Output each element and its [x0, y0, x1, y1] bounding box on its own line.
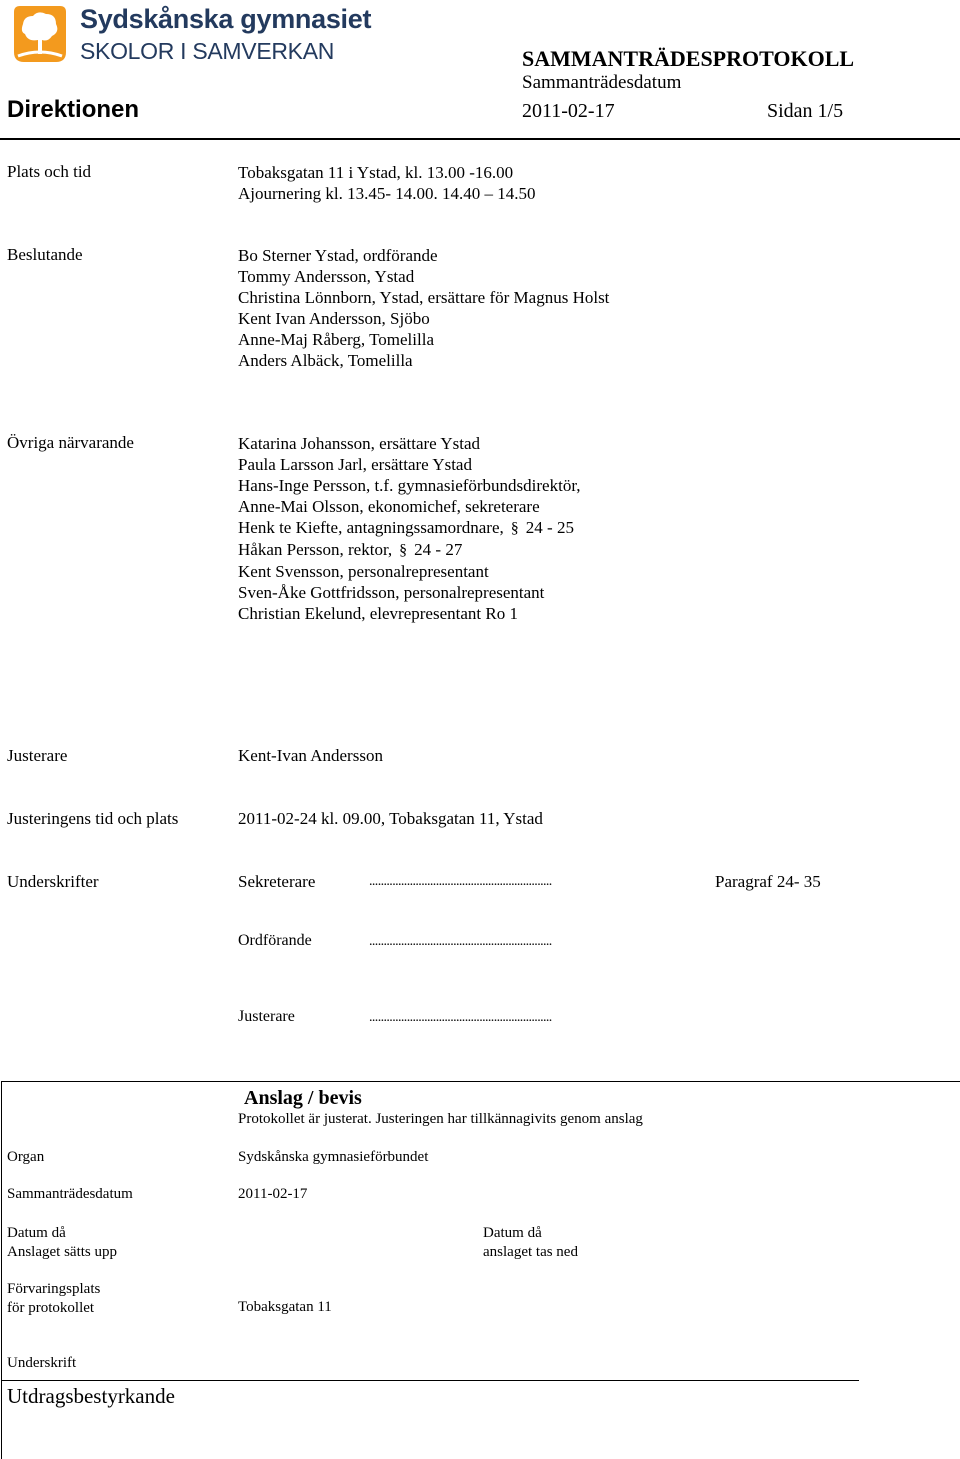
- paragraf-range: Paragraf 24- 35: [715, 872, 821, 891]
- list-item: Anne-Mai Olsson, ekonomichef, sekreterare: [238, 497, 540, 516]
- list-item: [238, 517, 581, 539]
- list-item: Sven-Åke Gottfridsson, personalrepresentant: [238, 583, 545, 602]
- justerare-signature-line: ...............................................................: [369, 1010, 552, 1025]
- ned-line2: anslaget tas ned: [483, 1244, 578, 1260]
- nedtagen-label: [483, 1224, 578, 1262]
- anslag-title: Anslag / bevis: [244, 1087, 362, 1109]
- henk-range: 24 - 25: [525, 518, 574, 537]
- justeringens-value: 2011-02-24 kl. 09.00, Tobaksgatan 11, Ystad: [238, 809, 543, 828]
- list-item: Christina Lönnborn, Ystad, ersättare för Magnus Holst: [238, 288, 610, 307]
- date-label: Sammanträdesdatum: [522, 72, 682, 93]
- ordforande-label: Ordförande: [238, 932, 312, 949]
- sekreterare-signature-line: ...............................................................: [369, 874, 552, 889]
- utdrag-label: Utdragsbestyrkande: [7, 1384, 175, 1408]
- utdrag-rule: [1, 1380, 859, 1381]
- list-item: Paula Larsson Jarl, ersättare Ystad: [238, 455, 472, 474]
- meeting-date: 2011-02-17: [522, 100, 615, 122]
- org-title: Direktionen: [7, 96, 140, 123]
- list-item: Tommy Andersson, Ystad: [238, 267, 415, 286]
- doc-type: SAMMANTRÄDESPROTOKOLL: [522, 46, 855, 71]
- underskrifter-label: Underskrifter: [7, 872, 99, 891]
- list-item: [238, 539, 581, 561]
- justerare-value: Kent-Ivan Andersson: [238, 746, 383, 765]
- list-item: Anders Albäck, Tomelilla: [238, 351, 413, 370]
- list-item: Anne-Maj Råberg, Tomelilla: [238, 330, 434, 349]
- anslag-subtitle: Protokollet är justerat. Justeringen har tillkännagivits genom anslag: [238, 1111, 643, 1127]
- ovriga-list: [238, 433, 581, 624]
- anslag-datum-value: 2011-02-17: [238, 1186, 308, 1202]
- hakan-text: Håkan Persson, rektor,: [238, 540, 393, 559]
- underskrift-label: Underskrift: [7, 1355, 77, 1371]
- list-item: Kent Ivan Andersson, Sjöbo: [238, 309, 430, 328]
- list-item: Bo Sterner Ystad, ordförande: [238, 246, 438, 265]
- organ-value: Sydskånska gymnasieförbundet: [238, 1149, 429, 1165]
- header-rule: [0, 138, 960, 140]
- justeringens-label: Justeringens tid och plats: [7, 809, 179, 828]
- section-symbol: §: [399, 542, 408, 559]
- hakan-range: 24 - 27: [414, 540, 463, 559]
- list-item: Christian Ekelund, elevrepresentant Ro 1: [238, 604, 518, 623]
- ordforande-signature-line: ...............................................................: [369, 934, 552, 949]
- uppsatt-line2: Anslaget sätts upp: [7, 1244, 117, 1260]
- plats-line: Tobaksgatan 11 i Ystad, kl. 13.00 -16.00: [238, 163, 514, 182]
- beslutande-label: Beslutande: [7, 245, 83, 264]
- plats-values: [238, 162, 535, 204]
- anslag-datum-label: Sammanträdesdatum: [7, 1186, 133, 1202]
- sekreterare-label: Sekreterare: [238, 872, 316, 891]
- ned-line1: Datum då: [483, 1225, 542, 1241]
- plats-line: Ajournering kl. 13.45- 14.00. 14.40 – 14.50: [238, 184, 536, 203]
- anslag-left-rule: [1, 1081, 2, 1459]
- page-number: Sidan 1/5: [767, 100, 844, 122]
- section-symbol: §: [510, 520, 519, 537]
- justerare-sign-label: Justerare: [238, 1008, 295, 1025]
- logo-main-text: Sydskånska gymnasiet: [80, 4, 372, 34]
- forvaring-label: [7, 1280, 100, 1318]
- forvaring-value: Tobaksgatan 11: [238, 1299, 332, 1315]
- uppsatt-label: [7, 1224, 117, 1262]
- anslag-top-rule: [1, 1081, 960, 1082]
- forvaring-line2: för protokollet: [7, 1300, 95, 1316]
- logo-sub-text: SKOLOR I SAMVERKAN: [80, 38, 335, 64]
- justerare-label: Justerare: [7, 746, 68, 765]
- ovriga-label: Övriga närvarande: [7, 433, 134, 452]
- uppsatt-line1: Datum då: [7, 1225, 66, 1241]
- forvaring-line1: Förvaringsplats: [7, 1281, 101, 1297]
- tree-logo-icon: [8, 4, 72, 64]
- plats-label: Plats och tid: [7, 162, 92, 181]
- list-item: Katarina Johansson, ersättare Ystad: [238, 434, 481, 453]
- beslutande-list: [238, 245, 609, 371]
- list-item: Hans-Inge Persson, t.f. gymnasieförbundsdirektör,: [238, 476, 581, 495]
- organ-label: Organ: [7, 1149, 45, 1165]
- henk-text: Henk te Kiefte, antagningssamordnare,: [238, 518, 504, 537]
- list-item: Kent Svensson, personalrepresentant: [238, 562, 489, 581]
